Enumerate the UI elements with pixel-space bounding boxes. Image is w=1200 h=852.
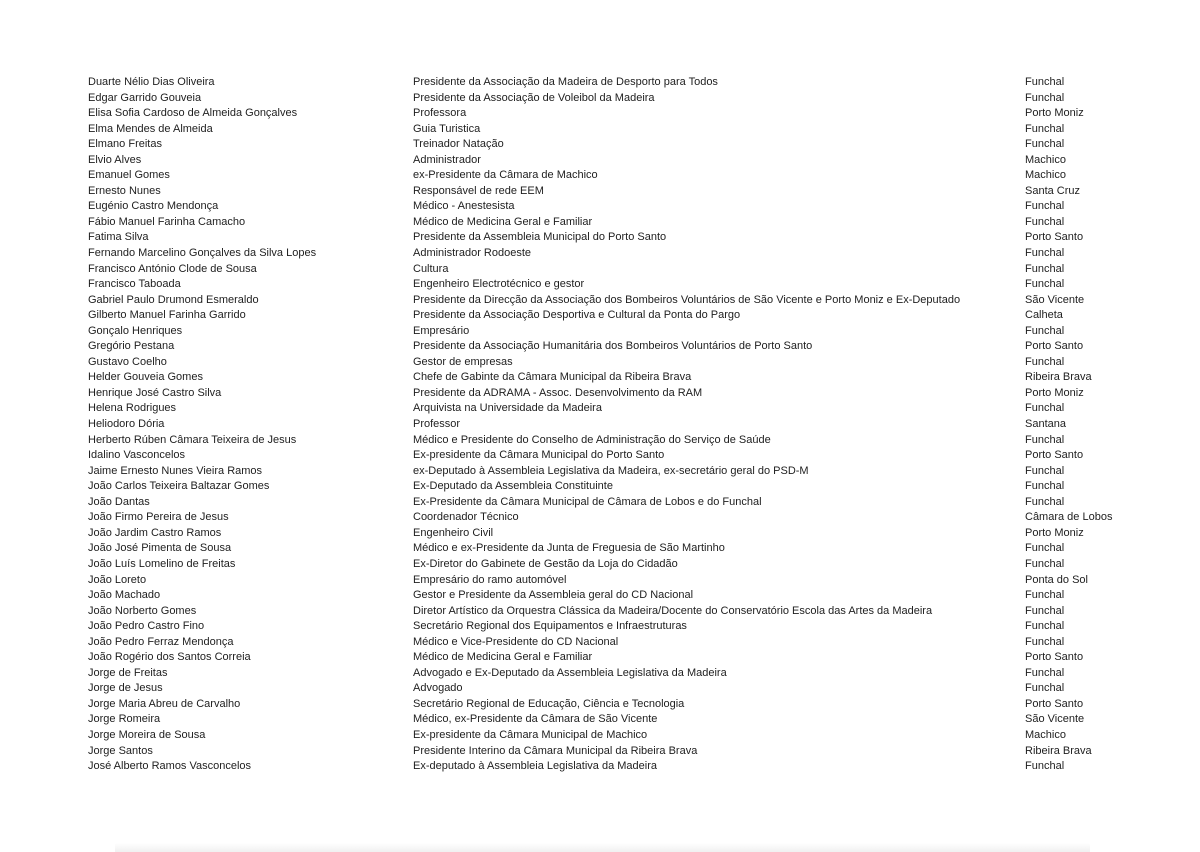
- table-row: [88, 681, 1200, 697]
- table-row: [88, 137, 1200, 153]
- person-location: Porto Santo: [1025, 697, 1084, 710]
- person-role: Presidente da Associação da Madeira de Desporto para Todos: [413, 76, 718, 88]
- person-role: Ex-Deputado da Assembleia Constituinte: [413, 480, 613, 493]
- person-location: Porto Moniz: [1025, 386, 1084, 399]
- person-role: Presidente da Assembleia Municipal do Porto Santo: [413, 231, 667, 244]
- person-name: Francisco Taboada: [88, 278, 181, 291]
- person-name: Ernesto Nunes: [88, 184, 161, 197]
- table-row: [88, 417, 1200, 433]
- person-role: Médico e Vice-Presidente do CD Nacional: [413, 635, 619, 648]
- person-name: Helena Rodrigues: [88, 402, 177, 415]
- table-row: [88, 339, 1200, 355]
- person-role: Engenheiro Electrotécnico e gestor: [413, 278, 585, 291]
- table-row: [88, 650, 1200, 666]
- person-location: Funchal: [1025, 666, 1065, 679]
- person-name: Jorge Santos: [88, 744, 153, 757]
- person-location: Funchal: [1025, 620, 1065, 633]
- person-name: Jorge Romeira: [88, 713, 161, 726]
- person-name: João Pedro Ferraz Mendonça: [88, 635, 234, 648]
- person-name: Emanuel Gomes: [88, 169, 170, 182]
- person-name: João Pedro Castro Fino: [88, 620, 205, 633]
- person-location: Funchal: [1025, 760, 1065, 773]
- person-name: Jorge Moreira de Sousa: [88, 728, 206, 741]
- person-role: Administrador Rodoeste: [413, 247, 532, 260]
- person-location: Funchal: [1025, 402, 1065, 415]
- person-role: Presidente da Associação de Voleibol da Madeira: [413, 91, 655, 104]
- person-role: Presidente da Direcção da Associação dos Bombeiros Voluntários de São Vicente e Porto Moniz e Ex-Deputado: [413, 293, 961, 306]
- person-role: Empresário do ramo automóvel: [413, 573, 567, 586]
- table-row: [88, 541, 1200, 557]
- person-name: João José Pimenta de Sousa: [88, 542, 232, 555]
- person-role: Engenheiro Civil: [413, 526, 494, 539]
- person-role: Professor: [413, 418, 461, 431]
- table-row: [88, 635, 1200, 651]
- table-row: [88, 526, 1200, 542]
- person-name: João Machado: [88, 589, 161, 602]
- person-name: Gabriel Paulo Drumond Esmeraldo: [88, 293, 259, 306]
- table-row: [88, 464, 1200, 480]
- person-name: Heliodoro Dória: [88, 418, 165, 431]
- person-location: Ribeira Brava: [1025, 371, 1092, 384]
- person-role: Presidente da Associação Humanitária dos Bombeiros Voluntários de Porto Santo: [413, 340, 813, 353]
- person-name: Herberto Rúben Câmara Teixeira de Jesus: [88, 433, 297, 446]
- person-role: Empresário: [413, 324, 470, 337]
- table-row: [88, 184, 1200, 200]
- table-row: [88, 355, 1200, 371]
- person-location: Funchal: [1025, 635, 1065, 648]
- person-location: Machico: [1025, 169, 1066, 182]
- person-location: Machico: [1025, 728, 1066, 741]
- person-location: Funchal: [1025, 495, 1065, 508]
- person-role: Secretário Regional dos Equipamentos e Infraestruturas: [413, 620, 687, 633]
- person-location: Funchal: [1025, 215, 1065, 228]
- person-role: ex-Presidente da Câmara de Machico: [413, 169, 598, 182]
- person-role: Advogado: [413, 682, 463, 695]
- person-location: Ponta do Sol: [1025, 573, 1088, 586]
- person-location: Funchal: [1025, 464, 1065, 477]
- person-role: Ex-Presidente da Câmara Municipal de Câmara de Lobos e do Funchal: [413, 495, 762, 508]
- person-location: Calheta: [1025, 309, 1063, 322]
- table-row: [88, 91, 1200, 107]
- table-row: [88, 262, 1200, 278]
- person-name: Helder Gouveia Gomes: [88, 371, 203, 384]
- person-name: Jorge de Jesus: [88, 682, 163, 695]
- person-name: João Dantas: [88, 495, 150, 508]
- person-location: Funchal: [1025, 91, 1065, 104]
- person-role: Presidente da Associação Desportiva e Cultural da Ponta do Pargo: [413, 309, 741, 322]
- person-location: Machico: [1025, 153, 1066, 166]
- person-location: Funchal: [1025, 480, 1065, 493]
- table-row: [88, 448, 1200, 464]
- person-name: Jaime Ernesto Nunes Vieira Ramos: [88, 464, 263, 477]
- person-location: Funchal: [1025, 278, 1065, 291]
- person-name: José Alberto Ramos Vasconcelos: [88, 760, 252, 773]
- person-role: Guia Turistica: [413, 122, 481, 135]
- table-row: [88, 324, 1200, 340]
- table-row: [88, 370, 1200, 386]
- person-name: João Jardim Castro Ramos: [88, 526, 222, 539]
- person-role: Ex-deputado à Assembleia Legislativa da Madeira: [413, 760, 657, 773]
- table-row: [88, 744, 1200, 760]
- person-name: Duarte Nélio Dias Oliveira: [88, 76, 215, 88]
- table-row: [88, 386, 1200, 402]
- person-location: Funchal: [1025, 200, 1065, 213]
- table-row: [88, 604, 1200, 620]
- person-location: Funchal: [1025, 247, 1065, 260]
- person-name: João Loreto: [88, 573, 147, 586]
- person-location: Câmara de Lobos: [1025, 511, 1113, 524]
- person-table: [88, 75, 1200, 775]
- person-location: Porto Moniz: [1025, 107, 1084, 120]
- person-location: Funchal: [1025, 604, 1065, 617]
- person-location: Funchal: [1025, 433, 1065, 446]
- person-name: Edgar Garrido Gouveia: [88, 91, 202, 104]
- person-name: Elmano Freitas: [88, 138, 162, 151]
- table-row: [88, 230, 1200, 246]
- person-role: Médico e ex-Presidente da Junta de Freguesia de São Martinho: [413, 542, 725, 555]
- person-role: Treinador Natação: [413, 138, 504, 151]
- person-name: Gregório Pestana: [88, 340, 175, 353]
- table-row: [88, 666, 1200, 682]
- person-location: Santana: [1025, 418, 1066, 431]
- person-role: Gestor e Presidente da Assembleia geral do CD Nacional: [413, 589, 694, 602]
- page-edge-shadow: [115, 843, 1090, 852]
- person-name: João Carlos Teixeira Baltazar Gomes: [88, 480, 270, 493]
- person-role: Presidente da ADRAMA - Assoc. Desenvolvimento da RAM: [413, 386, 703, 399]
- person-role: Médico - Anestesista: [413, 200, 515, 213]
- person-name: Gonçalo Henriques: [88, 324, 183, 337]
- person-role: Cultura: [413, 262, 449, 275]
- person-role: Administrador: [413, 153, 481, 166]
- person-name: Jorge de Freitas: [88, 666, 168, 679]
- table-row: [88, 759, 1200, 775]
- person-name: Francisco António Clode de Sousa: [88, 262, 257, 275]
- person-role: Ex-Diretor do Gabinete de Gestão da Loja do Cidadão: [413, 557, 678, 570]
- person-role: Advogado e Ex-Deputado da Assembleia Legislativa da Madeira: [413, 666, 727, 679]
- table-row: [88, 697, 1200, 713]
- person-location: São Vicente: [1025, 293, 1085, 306]
- table-row: [88, 153, 1200, 169]
- table-row: [88, 293, 1200, 309]
- person-location: Porto Santo: [1025, 340, 1084, 353]
- person-name: João Firmo Pereira de Jesus: [88, 511, 229, 524]
- person-role: Ex-presidente da Câmara Municipal de Machico: [413, 728, 648, 741]
- person-name: Elvio Alves: [88, 153, 142, 166]
- person-location: Porto Santo: [1025, 449, 1084, 462]
- table-row: [88, 277, 1200, 293]
- table-row: [88, 557, 1200, 573]
- person-name: Fábio Manuel Farinha Camacho: [88, 215, 246, 228]
- table-row: [88, 433, 1200, 449]
- person-location: Funchal: [1025, 682, 1065, 695]
- person-name: João Luís Lomelino de Freitas: [88, 557, 236, 570]
- person-name: Jorge Maria Abreu de Carvalho: [88, 697, 241, 710]
- person-location: Santa Cruz: [1025, 184, 1081, 197]
- person-role: Médico e Presidente do Conselho de Administração do Serviço de Saúde: [413, 433, 771, 446]
- person-name: Eugénio Castro Mendonça: [88, 200, 219, 213]
- person-location: Funchal: [1025, 355, 1065, 368]
- table-row: [88, 712, 1200, 728]
- person-role: ex-Deputado à Assembleia Legislativa da Madeira, ex-secretário geral do PSD-M: [413, 464, 809, 477]
- person-location: Funchal: [1025, 122, 1065, 135]
- person-name: Henrique José Castro Silva: [88, 386, 222, 399]
- table-row: [88, 75, 1200, 91]
- person-location: Porto Santo: [1025, 231, 1084, 244]
- person-role: Médico de Medicina Geral e Familiar: [413, 651, 593, 664]
- person-location: Funchal: [1025, 557, 1065, 570]
- person-name: Fernando Marcelino Gonçalves da Silva Lopes: [88, 247, 317, 260]
- table-row: [88, 510, 1200, 526]
- person-name: Fatima Silva: [88, 231, 149, 244]
- person-name: João Norberto Gomes: [88, 604, 197, 617]
- person-location: Funchal: [1025, 262, 1065, 275]
- person-role: Secretário Regional de Educação, Ciência e Tecnologia: [413, 697, 685, 710]
- table-row: [88, 401, 1200, 417]
- person-location: Funchal: [1025, 76, 1065, 88]
- person-role: Diretor Artístico da Orquestra Clássica da Madeira/Docente do Conservatório Escola das Artes da Madeira: [413, 604, 933, 617]
- person-role: Professora: [413, 107, 467, 120]
- table-row: [88, 495, 1200, 511]
- table-row: [88, 168, 1200, 184]
- person-name: Gustavo Coelho: [88, 355, 167, 368]
- table-row: [88, 573, 1200, 589]
- person-name: Idalino Vasconcelos: [88, 449, 186, 462]
- person-role: Chefe de Gabinte da Câmara Municipal da Ribeira Brava: [413, 371, 692, 384]
- person-role: Gestor de empresas: [413, 355, 513, 368]
- table-row: [88, 728, 1200, 744]
- person-name: Gilberto Manuel Farinha Garrido: [88, 309, 246, 322]
- table-row: [88, 308, 1200, 324]
- person-role: Ex-presidente da Câmara Municipal do Porto Santo: [413, 449, 665, 462]
- person-location: Funchal: [1025, 542, 1065, 555]
- person-location: Porto Moniz: [1025, 526, 1084, 539]
- person-location: Funchal: [1025, 589, 1065, 602]
- table-row: [88, 215, 1200, 231]
- person-location: Porto Santo: [1025, 651, 1084, 664]
- person-role: Coordenador Técnico: [413, 511, 519, 524]
- table-row: [88, 106, 1200, 122]
- person-role: Médico, ex-Presidente da Câmara de São Vicente: [413, 713, 658, 726]
- person-role: Responsável de rede EEM: [413, 184, 544, 197]
- table-row: [88, 479, 1200, 495]
- person-location: São Vicente: [1025, 713, 1085, 726]
- person-location: Funchal: [1025, 138, 1065, 151]
- table-row: [88, 246, 1200, 262]
- person-role: Médico de Medicina Geral e Familiar: [413, 215, 593, 228]
- person-location: Funchal: [1025, 324, 1065, 337]
- person-name: João Rogério dos Santos Correia: [88, 651, 251, 664]
- person-name: Elma Mendes de Almeida: [88, 122, 213, 135]
- person-role: Arquivista na Universidade da Madeira: [413, 402, 602, 415]
- person-role: Presidente Interino da Câmara Municipal da Ribeira Brava: [413, 744, 698, 757]
- person-name: Elisa Sofia Cardoso de Almeida Gonçalves: [88, 107, 298, 120]
- table-row: [88, 619, 1200, 635]
- table-row: [88, 122, 1200, 138]
- table-row: [88, 588, 1200, 604]
- table-row: [88, 199, 1200, 215]
- person-location: Ribeira Brava: [1025, 744, 1092, 757]
